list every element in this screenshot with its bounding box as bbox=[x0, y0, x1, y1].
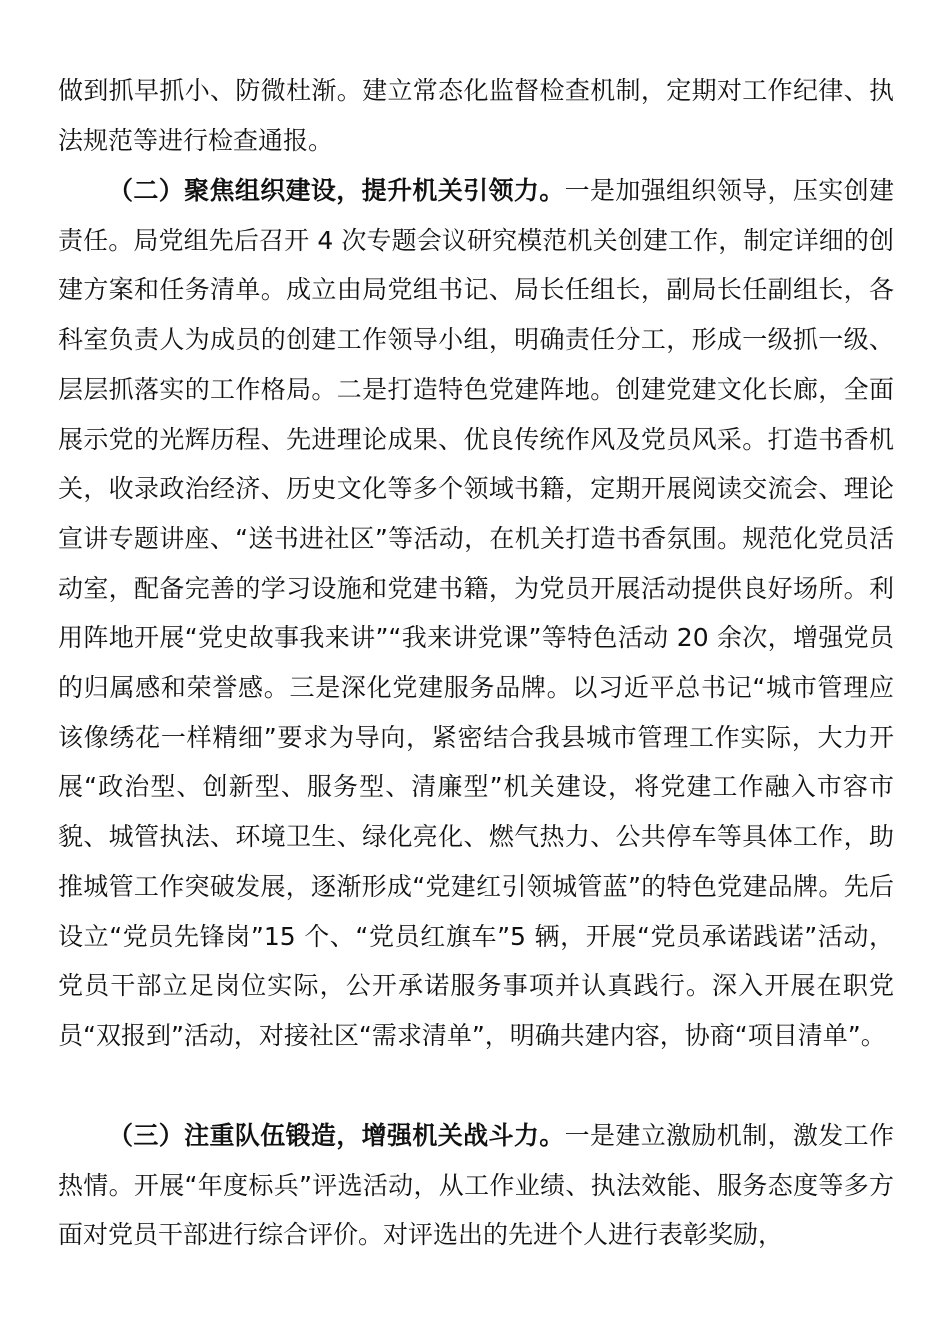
section-heading: （三）注重队伍锻造，增强机关战斗力。 bbox=[108, 1121, 565, 1150]
paragraph-organization-building bbox=[58, 166, 894, 1061]
section-heading: （二）聚焦组织建设，提升机关引领力。 bbox=[108, 176, 565, 205]
paragraph-team-building bbox=[58, 1111, 894, 1260]
paragraph-body: 一是建立激励机制，激发工作热情。开展“年度标兵”评选活动，从工作业绩、执法效能、服务态度等多方面对党员干部进行综合评价。对评选出的先进个人进行表彰奖励， bbox=[58, 1121, 894, 1250]
paragraph-continuation bbox=[58, 66, 894, 165]
paragraph-body: 做到抓早抓小、防微杜渐。建立常态化监督检查机制，定期对工作纪律、执法规范等进行检查通报。 bbox=[58, 76, 894, 155]
paragraph-body: 一是加强组织领导，压实创建责任。局党组先后召开 4 次专题会议研究模范机关创建工作，制定详细的创建方案和任务清单。成立由局党组书记、局长任组长，副局长任副组长，各科室负责人为成员的创建工作领导小组，明确责任分工，形成一级抓一级、层层抓落实的工作格局。二是打造特色党建阵地。创建党建文化长廊，全面展示党的光辉历程、先进理论成果、优良传统作风及党员风采。打造书香机关，收录政治经济、历史文化等多个领域书籍，定期开展阅读交流会、理论宣讲专题讲座、“送书进社区”等活动，在机关打造书香氛围。规范化党员活动室，配备完善的学习设施和党建书籍，为党员开展活动提供良好场所。利用阵地开展“党史故事我来讲”“我来讲党课”等特色活动 20 余次，增强党员的归属感和荣誉感。三是深化党建服务品牌。以习近平总书记“城市管理应该像绣花一样精细”要求为导向，紧密结合我县城市管理工作实际，大力开展“政治型、创新型、服务型、清廉型”机关建设，将党建工作融入市容市貌、城管执法、环境卫生、绿化亮化、燃气热力、公共停车等具体工作，助推城管工作突破发展，逐渐形成“党建红引领城管蓝”的特色党建品牌。先后设立“党员先锋岗”15 个、“党员红旗车”5 辆，开展“党员承诺践诺”活动，党员干部立足岗位实际，公开承诺服务事项并认真践行。深入开展在职党员“双报到”活动，对接社区“需求清单”，明确共建内容，协商“项目清单”。 bbox=[58, 176, 894, 1050]
